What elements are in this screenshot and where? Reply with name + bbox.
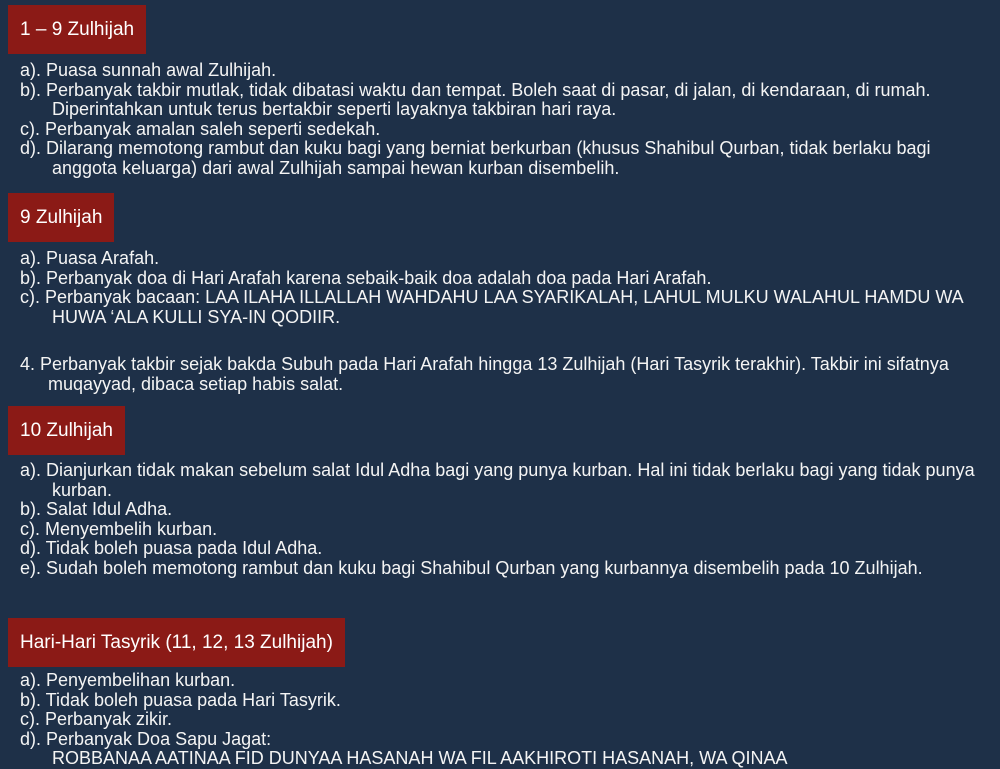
list-item: c). Perbanyak zikir. bbox=[20, 709, 173, 729]
list-item: a). Dianjurkan tidak makan sebelum salat Idul Adha bagi yang punya kurban. Hal ini tidak berlaku bagi yang tidak punya kurban. bbox=[20, 460, 975, 500]
list-item: d). Perbanyak Doa Sapu Jagat: bbox=[20, 728, 272, 749]
list-item: d). Dilarang memotong rambut dan kuku bagi yang berniat berkurban (khusus Shahibul Qurban, tidak berlaku bagi anggota keluarga) dari awal Zulhijah sampai hewan kurban disembelih. bbox=[20, 138, 931, 178]
list-item: b). Tidak boleh puasa pada Hari Tasyrik. bbox=[20, 689, 341, 710]
list-item: a). Puasa sunnah awal Zulhijah. bbox=[20, 60, 277, 80]
section-header-10-zulhijah: 10 Zulhijah bbox=[8, 406, 125, 455]
list-item: a). Penyembelihan kurban. bbox=[20, 670, 236, 690]
section-header-9-zulhijah: 9 Zulhijah bbox=[8, 193, 114, 242]
list-item: b). Perbanyak takbir mutlak, tidak dibatasi waktu dan tempat. Boleh saat di pasar, di jalan, di kendaraan, di rumah. Diperintahkan untuk terus bertakbir seperti layaknya takbiran hari raya. bbox=[20, 79, 931, 119]
list-item: c). Perbanyak bacaan: LAA ILAHA ILLALLAH WAHDAHU LAA SYARIKALAH, LAHUL MULKU WALAHUL HAMDU WA HUWA ‘ALA KULLI SYA-IN QODIIR. bbox=[20, 287, 963, 327]
section-list-hari-tasyrik bbox=[20, 671, 980, 769]
section-note-9-zulhijah bbox=[20, 355, 980, 394]
list-item: b). Salat Idul Adha. bbox=[20, 499, 173, 519]
list-item: a). Puasa Arafah. bbox=[20, 248, 160, 268]
list-item: c). Perbanyak amalan saleh seperti sedekah. bbox=[20, 118, 381, 139]
section-list-10-zulhijah bbox=[20, 461, 980, 578]
section-list-9-zulhijah bbox=[20, 249, 980, 327]
section-header-hari-tasyrik: Hari-Hari Tasyrik (11, 12, 13 Zulhijah) bbox=[8, 618, 345, 667]
section-header-1-9-zulhijah: 1 – 9 Zulhijah bbox=[8, 5, 146, 54]
list-item-continuation: ROBBANAA AATINAA FID DUNYAA HASANAH WA FIL AAKHIROTI HASANAH, WA QINAA bbox=[52, 748, 788, 768]
list-item: b). Perbanyak doa di Hari Arafah karena sebaik-baik doa adalah doa pada Hari Arafah. bbox=[20, 267, 712, 288]
section-list-1-9-zulhijah bbox=[20, 61, 980, 178]
list-item: e). Sudah boleh memotong rambut dan kuku bagi Shahibul Qurban yang kurbannya disembelih pada 10 Zulhijah. bbox=[20, 557, 923, 578]
list-item: d). Tidak boleh puasa pada Idul Adha. bbox=[20, 538, 323, 558]
note-paragraph: 4. Perbanyak takbir sejak bakda Subuh pada Hari Arafah hingga 13 Zulhijah (Hari Tasyrik terakhir). Takbir ini sifatnya muqayyad, dibaca setiap habis salat. bbox=[20, 354, 949, 394]
list-item: c). Menyembelih kurban. bbox=[20, 518, 218, 539]
